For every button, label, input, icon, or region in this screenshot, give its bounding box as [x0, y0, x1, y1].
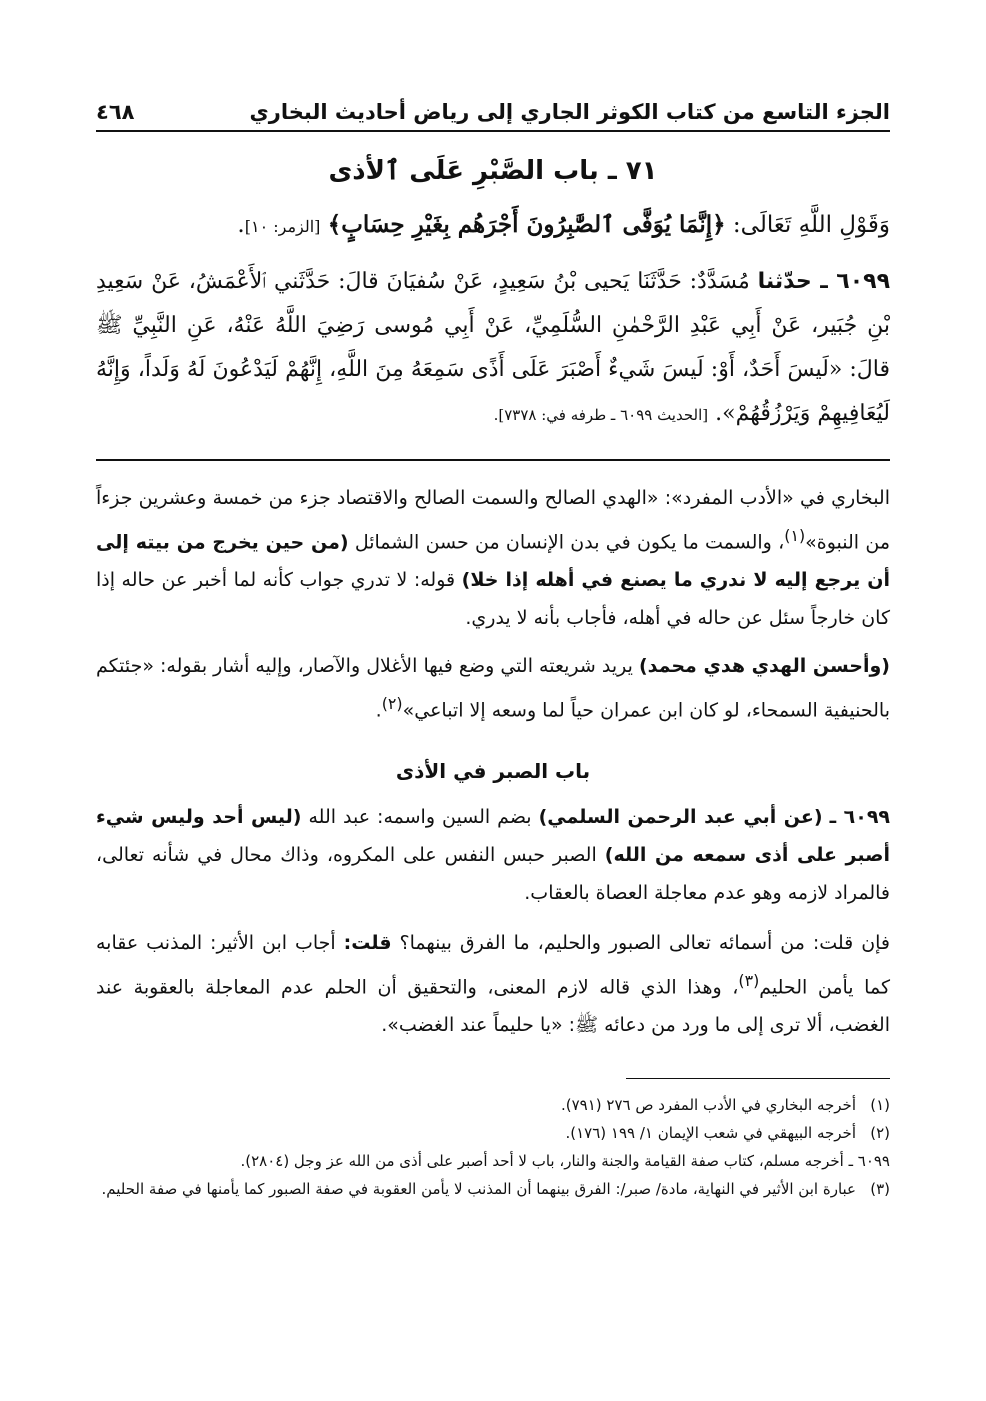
- text-run: ، وهذا الذي قاله لازم المعنى، والتحقيق أن الحلم عدم المعاجلة بالعقوبة عند الغضب، ألا ترى إلى ما ورد من دعائه ﷺ: «يا حليماً عند الغضب».: [96, 975, 890, 1036]
- running-title: الجزء التاسع من كتاب الكوثر الجاري إلى رياض أحاديث البخاري: [249, 100, 890, 124]
- book-page: [96, 100, 890, 1203]
- footnote-text: أخرجه البيهقي في شعب الإيمان ١/ ١٩٩ (١٧٦).: [565, 1123, 856, 1142]
- commentary-paragraph: [96, 924, 890, 1044]
- text-run: فإن قلت: من أسمائه تعالى الصبور والحليم، ما الفرق بينهما؟: [399, 931, 891, 954]
- hadith-number: ٦٠٩٩ ـ: [829, 805, 891, 828]
- bold-quote: (ليس أحد وليس شيء أصبر على أذى سمعه من الله): [96, 805, 890, 866]
- text-run: يريد شريعته التي وضع فيها الأغلال والآصار، وإليه أشار بقوله: «جئتكم بالحنيفية السمحاء، لو كان ابن عمران حياً لما وسعه إلا اتباعي»: [96, 655, 890, 722]
- verse-end: .: [237, 212, 245, 238]
- footnote: [96, 1091, 890, 1119]
- hadith-number: ٦٠٩٩ ـ حدّثنا: [757, 269, 890, 294]
- commentary-paragraph: [96, 647, 890, 729]
- commentary-paragraph: [96, 479, 890, 637]
- page-number: ٤٦٨: [96, 100, 135, 124]
- chapter-title: ٧١ ـ باب الصَّبْرِ عَلَى ٱلأذى: [328, 156, 658, 186]
- footnote: [96, 1119, 890, 1147]
- footnote-text: أخرجه البخاري في الأدب المفرد ص ٢٧٦ (٧٩١).: [560, 1095, 856, 1114]
- footnote-text: عبارة ابن الأثير في النهاية، مادة/ صبر/: الفرق بينهما أن المذنب لا يأمن العقوبة في صفة الصبور كما يأمنها في صفة الحليم.: [101, 1179, 856, 1198]
- text-run: قوله: لا تدري جواب كأنه لما أخبر عن حاله إذا كان خارجاً سئل عن حاله في أهله، فأجاب بأنه لا يدري.: [96, 569, 890, 630]
- page-header: [96, 100, 890, 132]
- verse-reference: [الزمر: ١٠]: [244, 217, 321, 236]
- footnote-ref: (٢): [381, 694, 403, 714]
- footnote-number: (١): [870, 1095, 890, 1114]
- hadith-reference: [الحديث ٦٠٩٩ ـ طرفه في: ٧٣٧٨].: [493, 406, 709, 424]
- quran-verse-line: [96, 206, 890, 246]
- footnote-text: ٦٠٩٩ ـ أخرجه مسلم، كتاب صفة القيامة والجنة والنار، باب لا أحد أصبر على أذى من الله عز وجل (٢٨٠٤).: [240, 1151, 890, 1170]
- text-run: أجاب ابن الأثير: المذنب عقابه كما يأمن الحليم: [96, 931, 890, 998]
- bold-quote: (وأحسن الهدي هدي محمد): [638, 655, 890, 678]
- footnote: [96, 1175, 890, 1203]
- commentary-paragraph: [96, 798, 890, 912]
- text-run: البخاري في «الأدب المفرد»: «الهدي الصالح والسمت الصالح والاقتصاد جزء من خمسة وعشرين جزءاً من النبوة»: [96, 487, 890, 554]
- section-title: باب الصبر في الأذى: [395, 758, 591, 783]
- bold-quote: قلت:: [343, 931, 392, 954]
- text-run: بضم السين واسمه: عبد الله: [308, 805, 532, 828]
- hadith-body: مُسَدَّدٌ: حَدَّثَنَا يَحيى بْنُ سَعِيدٍ، عَنْ سُفيَانَ قالَ: حَدَّثَني ٱلأَعْمَشُ، عَنْ سَعِيدِ بْنِ جُبَير، عَنْ أَبِي عَبْدِ الرَّحْمٰنِ السُّلَمِيِّ، عَنْ أَبِي مُوسى رَضِيَ اللَّهُ عَنْهُ، عَنِ النَّبِيِّ ﷺ قالَ: «لَيسَ أَحَدٌ، أَوْ: لَيسَ شَيءٌ أَصْبَرَ عَلَى أَذًى سَمِعَهُ مِنَ اللَّهِ، إِنَّهُمْ لَيَدْعُونَ لَهُ وَلَداً، وَإِنَّهُ لَيُعَافِيهِمْ وَيَرْزُقُهُمْ».: [96, 269, 890, 426]
- quran-text: ﴿إِنَّمَا يُوَفَّى ٱلصَّٰبِرُونَ أَجْرَهُم بِغَيْرِ حِسَابٍ﴾: [327, 211, 726, 238]
- footnote: [96, 1147, 890, 1175]
- section-divider: [96, 459, 890, 461]
- text-run: الصبر حبس النفس على المكروه، وذاك محال في شأنه تعالى، فالمراد لازمه وهو عدم معاجلة العصاة بالعقاب.: [96, 843, 890, 904]
- footnote-number: (٣): [870, 1179, 890, 1198]
- hadith-text-block: [96, 260, 890, 437]
- text-run: ، والسمت ما يكون في بدن الإنسان من حسن الشمائل: [354, 531, 785, 554]
- commentary: [96, 479, 890, 1044]
- footnotes: [96, 1091, 890, 1203]
- verse-intro: وَقَوْلِ اللَّهِ تَعَالَى:: [732, 212, 890, 238]
- footnote-ref: (٣): [738, 970, 760, 990]
- footnote-number: (٢): [870, 1123, 890, 1142]
- footnote-ref: (١): [784, 526, 806, 545]
- footnote-divider: [626, 1078, 890, 1079]
- bold-quote: (من حين يخرج من بيته إلى أن يرجع إليه لا ندري ما يصنع في أهله إذا خلا): [96, 531, 891, 592]
- bold-quote: (عن أبي عبد الرحمن السلمي): [538, 805, 823, 828]
- text-run: .: [375, 699, 382, 722]
